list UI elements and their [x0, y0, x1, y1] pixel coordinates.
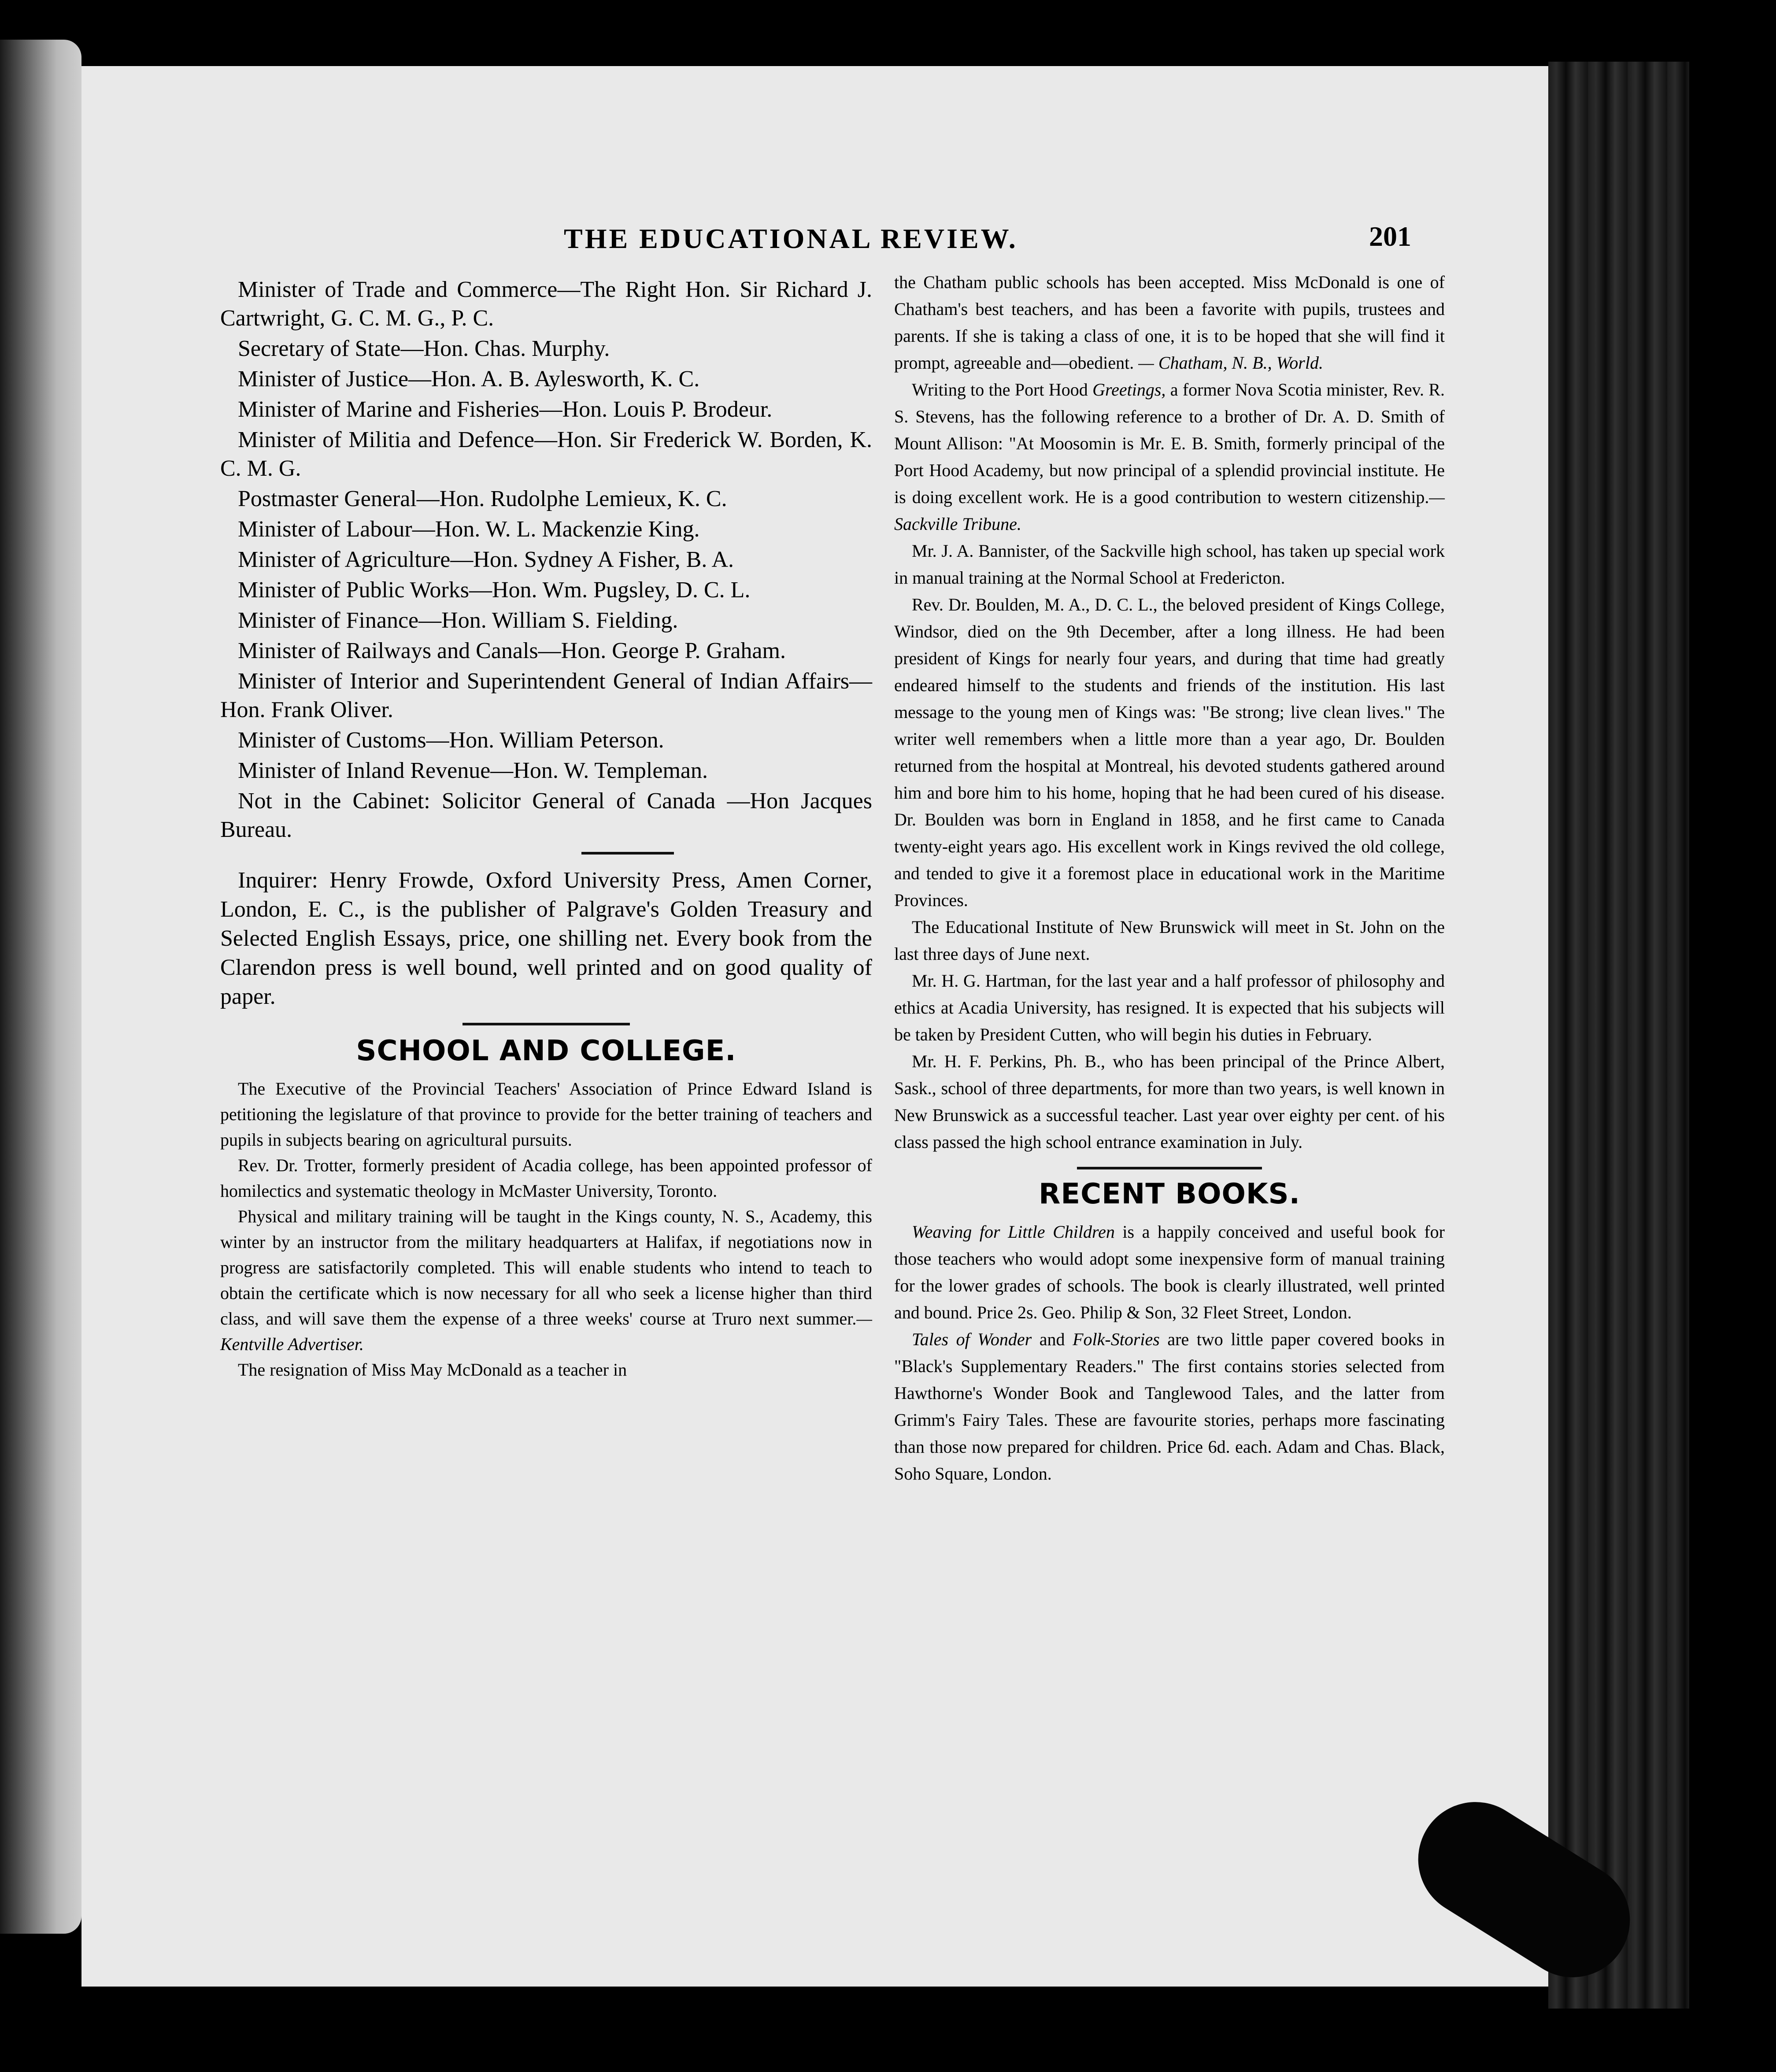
news-paragraph: Rev. Dr. Boulden, M. A., D. C. L., the beloved president of Kings College, Windsor, died on the 9th December, after a long illness. He had been president of Kings for nearly four years, and during that time had greatly endeared himself to the students and friends of the institution. His last message to the young men of Kings was: "Be strong; live clean lives." The writer well remembers when a little more than a year ago, Dr. Boulden returned from the hospital at Montreal, his devoted students gathered around him and bore him to his home, hoping that he had been cured of his disease. Dr. Boulden was born in England in 1858, and he first came to Canada twenty-eight years ago. His excellent work in Kings revived the old college, and tended to give it a foremost place in educational work in the Maritime Provinces.	[894, 595, 1445, 910]
cabinet-entry: Minister of Railways and Canals—Hon. George P. Graham.	[238, 638, 786, 663]
news-paragraph: The resignation of Miss May McDonald as a teacher in	[238, 1360, 627, 1380]
book-review	[894, 1326, 1445, 1487]
book-review-text: and	[1039, 1329, 1065, 1349]
news-paragraph: Mr. H. F. Perkins, Ph. B., who has been principal of the Prince Albert, Sask., school of three departments, for more than two years, is well known in New Brunswick as a successful teacher. Last year over eighty per cent. of his class passed the high school entrance examination in July.	[894, 1051, 1445, 1152]
left-column	[220, 275, 872, 1383]
page-number: 201	[1369, 221, 1411, 252]
cabinet-list	[220, 275, 872, 844]
book-review-text: are two little paper covered books in "Black's Supplementary Readers." The first contains stories selected from Hawthorne's Wonder Book and Tanglewood Tales, and the latter from Grimm's Fairy Tales. These are favourite stories, perhaps more fascinating than those now prepared for children. Price 6d. each. Adam and Chas. Black, Soho Square, London.	[894, 1329, 1445, 1484]
cabinet-entry: Postmaster General—Hon. Rudolphe Lemieux, K. C.	[238, 486, 727, 511]
running-head: THE EDUCATIONAL REVIEW.	[564, 223, 1018, 254]
news-paragraph: The Educational Institute of New Brunswick will meet in St. John on the last three days of June next.	[894, 917, 1445, 964]
cabinet-entry: Minister of Public Works—Hon. Wm. Pugsley, D. C. L.	[238, 577, 751, 603]
book-title: Folk-Stories	[1073, 1329, 1160, 1349]
news-paragraph: The Executive of the Provincial Teachers' Association of Prince Edward Island is petitioning the legislature of that province to provide for the better training of teachers and pupils in subjects bearing on agricultural pursuits.	[220, 1079, 872, 1150]
news-paragraph-text: Writing to the Port Hood	[912, 380, 1088, 400]
news-paragraph	[894, 376, 1445, 537]
cabinet-entry: Minister of Agriculture—Hon. Sydney A Fisher, B. A.	[238, 547, 734, 572]
cabinet-entry: Minister of Labour—Hon. W. L. Mackenzie King.	[238, 517, 700, 542]
cabinet-entry: Minister of Customs—Hon. William Peterson.	[238, 728, 664, 753]
news-paragraph-text: the Chatham public schools has been accepted. Miss McDonald is one of Chatham's best teachers, and has been a favorite with pupils, trustees and parents. If she is taking a class of one, it is to be hoped that she will find it prompt, agreeable and—obedient.	[894, 272, 1445, 373]
cabinet-entry: Minister of Finance—Hon. William S. Fielding.	[238, 608, 678, 633]
book-binding	[1548, 62, 1689, 2009]
cabinet-entry: Minister of Justice—Hon. A. B. Aylesworth, K. C.	[238, 366, 700, 392]
news-source: — Chatham, N. B., World.	[1138, 353, 1323, 373]
news-paragraph	[894, 269, 1445, 376]
divider-rule	[462, 1023, 630, 1025]
divider-rule	[581, 852, 674, 855]
news-paragraph-text: Physical and military training will be taught in the Kings county, N. S., Academy, this winter by an instructor from the military headquarters at Halifax, if negotiations now in progress are satisfactorily completed. This will enable students who intend to teach to obtain the certificate which is now necessary for all who seek a license higher than third class, and will save them the expense of a three weeks' course at Truro next summer.	[220, 1206, 872, 1328]
cabinet-entry: Minister of Marine and Fisheries—Hon. Louis P. Brodeur.	[238, 397, 773, 422]
news-paragraph: Mr. H. G. Hartman, for the last year and a half professor of philosophy and ethics at Acadia University, has resigned. It is expected that his subjects will be taken by President Cutten, who will begin his duties in February.	[894, 971, 1445, 1044]
divider-rule	[1077, 1167, 1262, 1169]
cabinet-entry: Minister of Trade and Commerce—The Right Hon. Sir Richard J. Cartwright, G. C. M. G., P. C.	[220, 277, 872, 331]
cabinet-entry: Minister of Militia and Defence—Hon. Sir Frederick W. Borden, K. C. M. G.	[220, 427, 872, 481]
news-paragraph: Rev. Dr. Trotter, formerly president of Acadia college, has been appointed professor of homilectics and systematic theology in McMaster University, Toronto.	[220, 1155, 872, 1201]
book-title: Tales of Wonder	[912, 1329, 1032, 1349]
news-paragraph-text: a former Nova Scotia minister, Rev. R. S. Stevens, has the following reference to a brother of Dr. A. D. Smith of Mount Allison: "At Moosomin is Mr. E. B. Smith, formerly principal of the Port Hood Academy, but now principal of a splendid provincial institute. He is doing excellent work. He is a good contribution to western citizenship.	[894, 380, 1445, 507]
news-paragraph	[220, 1204, 872, 1357]
cabinet-entry: Minister of Inland Revenue—Hon. W. Templeman.	[238, 758, 708, 783]
cabinet-entry: Not in the Cabinet: Solicitor General of Canada —Hon Jacques Bureau.	[220, 788, 872, 842]
cabinet-entry: Secretary of State—Hon. Chas. Murphy.	[238, 336, 610, 361]
news-source: —Kentville Advertiser.	[220, 1309, 872, 1354]
publication-title: Greetings,	[1092, 380, 1166, 400]
news-paragraph: Mr. J. A. Bannister, of the Sackville high school, has taken up special work in manual training at the Normal School at Fredericton.	[894, 541, 1445, 588]
book-title: Weaving for Little Children	[912, 1222, 1115, 1242]
book-review-text: is a happily conceived and useful book for those teachers who would adopt some inexpensive form of manual training for the lower grades of schools. The book is clearly illustrated, well printed and bound. Price 2s. Geo. Philip & Son, 32 Fleet Street, London.	[894, 1222, 1445, 1322]
cabinet-entry: Minister of Interior and Superintendent General of Indian Affairs—Hon. Frank Oliver.	[220, 669, 872, 722]
book-review	[894, 1218, 1445, 1326]
school-and-college-heading: SCHOOL AND COLLEGE.	[356, 1035, 736, 1067]
recent-books-heading: RECENT BOOKS.	[1039, 1178, 1300, 1210]
facing-page-edge	[0, 40, 81, 1934]
inquirer-paragraph: Inquirer: Henry Frowde, Oxford University Press, Amen Corner, London, E. C., is the publisher of Palgrave's Golden Treasury and Selected English Essays, price, one shilling net. Every book from the Clarendon press is well bound, well printed and on good quality of paper.	[220, 868, 872, 1009]
right-column	[894, 269, 1445, 1487]
news-source: —Sackville Tribune.	[894, 487, 1445, 534]
